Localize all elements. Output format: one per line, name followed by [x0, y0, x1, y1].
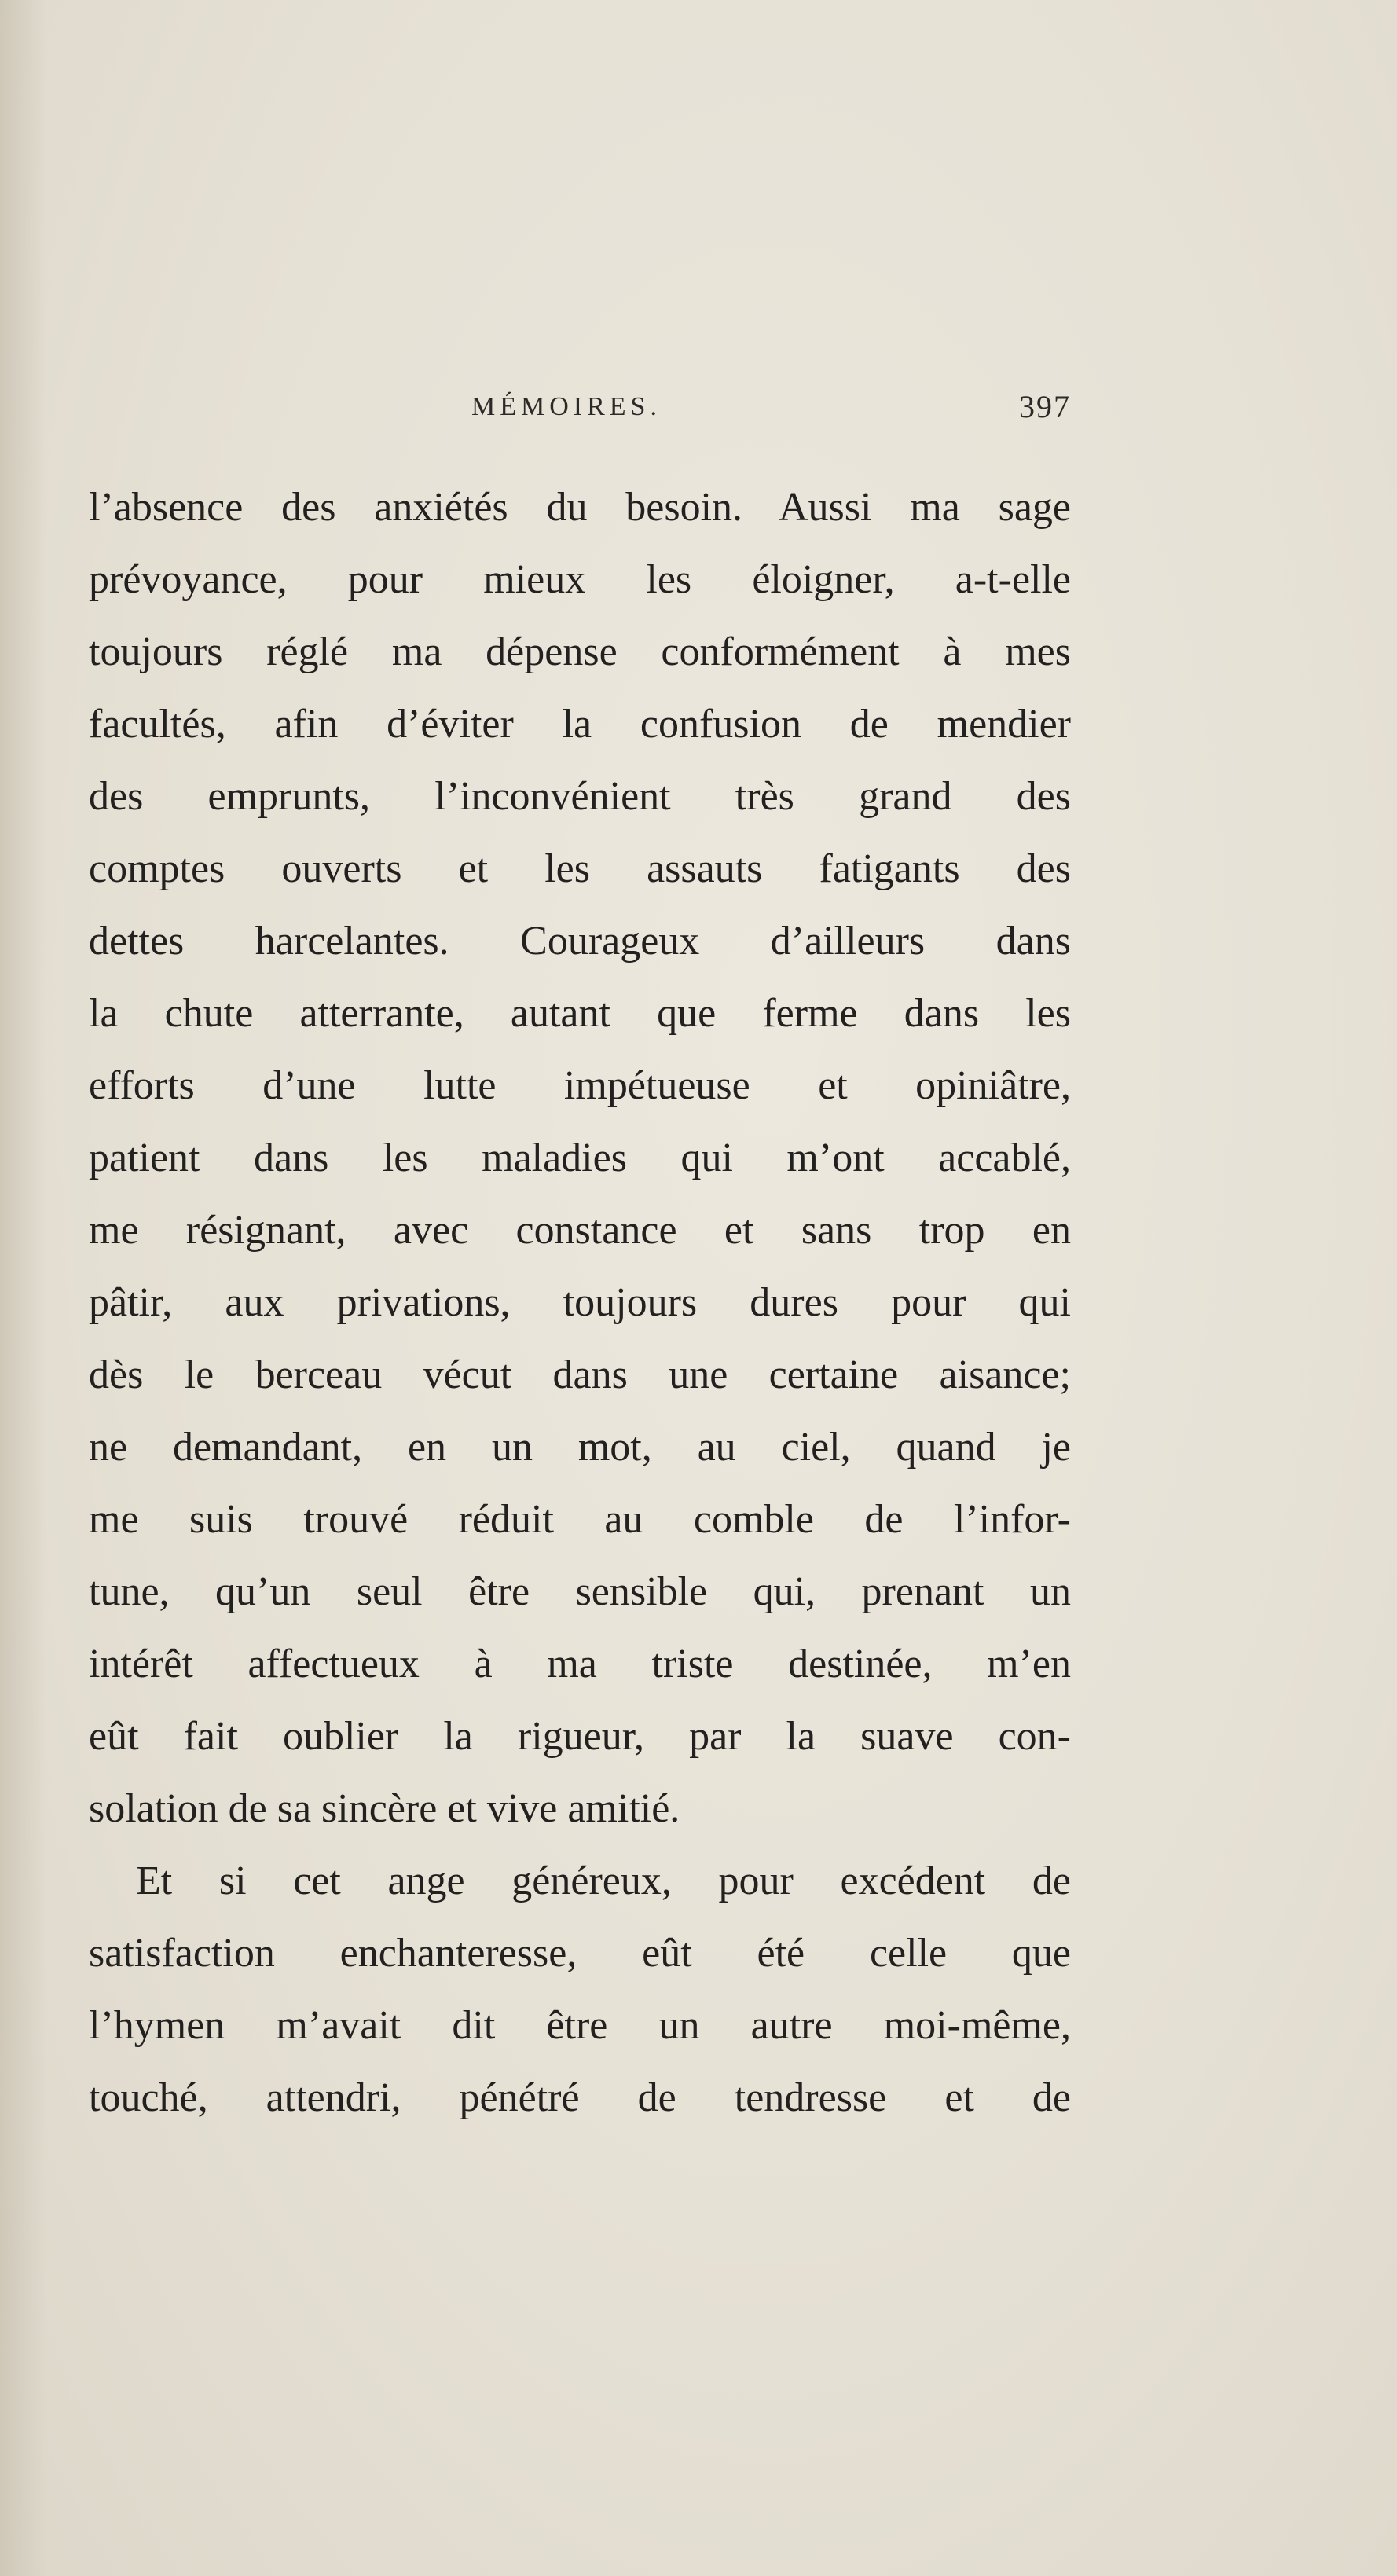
- body-text: [89, 472, 1071, 2134]
- text-line: ne demandant, en un mot, au ciel, quand je: [89, 1425, 1071, 1470]
- text-line: Et si cet ange généreux, pour excédent de: [136, 1859, 1071, 1903]
- running-head-title: MÉMOIRES.: [471, 392, 662, 421]
- text-line: prévoyance, pour mieux les éloigner, a-t-elle: [89, 557, 1071, 602]
- text-line: solation de sa sincère et vive amitié.: [89, 1786, 680, 1831]
- text-line: touché, attendri, pénétré de tendresse et de: [89, 2075, 1071, 2120]
- running-head: [89, 383, 1071, 431]
- text-line: l’absence des anxiétés du besoin. Aussi ma sage: [89, 485, 1071, 530]
- text-line: facultés, afin d’éviter la confusion de mendier: [89, 702, 1071, 747]
- text-line: la chute atterrante, autant que ferme dans les: [89, 991, 1071, 1036]
- text-line: tune, qu’un seul être sensible qui, prenant un: [89, 1569, 1071, 1614]
- page-gutter-shadow: [0, 0, 47, 2576]
- text-line: patient dans les maladies qui m’ont accablé,: [89, 1136, 1071, 1180]
- text-line: pâtir, aux privations, toujours dures pour qui: [89, 1280, 1071, 1325]
- text-line: eût fait oublier la rigueur, par la suave con-: [89, 1714, 1071, 1759]
- text-line: toujours réglé ma dépense conformément à mes: [89, 629, 1071, 674]
- text-line: des emprunts, l’inconvénient très grand des: [89, 774, 1071, 819]
- text-line: satisfaction enchanteresse, eût été celle que: [89, 1931, 1071, 1976]
- text-line: l’hymen m’avait dit être un autre moi-même,: [89, 2003, 1071, 2048]
- text-line: intérêt affectueux à ma triste destinée, m’en: [89, 1642, 1071, 1686]
- text-line: dettes harcelantes. Courageux d’ailleurs dans: [89, 919, 1071, 963]
- text-line: efforts d’une lutte impétueuse et opiniâtre,: [89, 1063, 1071, 1108]
- text-line: me résignant, avec constance et sans trop en: [89, 1208, 1071, 1253]
- page-number: 397: [1019, 389, 1071, 424]
- text-line: me suis trouvé réduit au comble de l’infor-: [89, 1497, 1071, 1542]
- text-line: dès le berceau vécut dans une certaine aisance;: [89, 1352, 1071, 1397]
- paragraph-1: [89, 472, 1071, 1845]
- paragraph-2: [89, 1845, 1071, 2134]
- text-line: comptes ouverts et les assauts fatigants des: [89, 846, 1071, 891]
